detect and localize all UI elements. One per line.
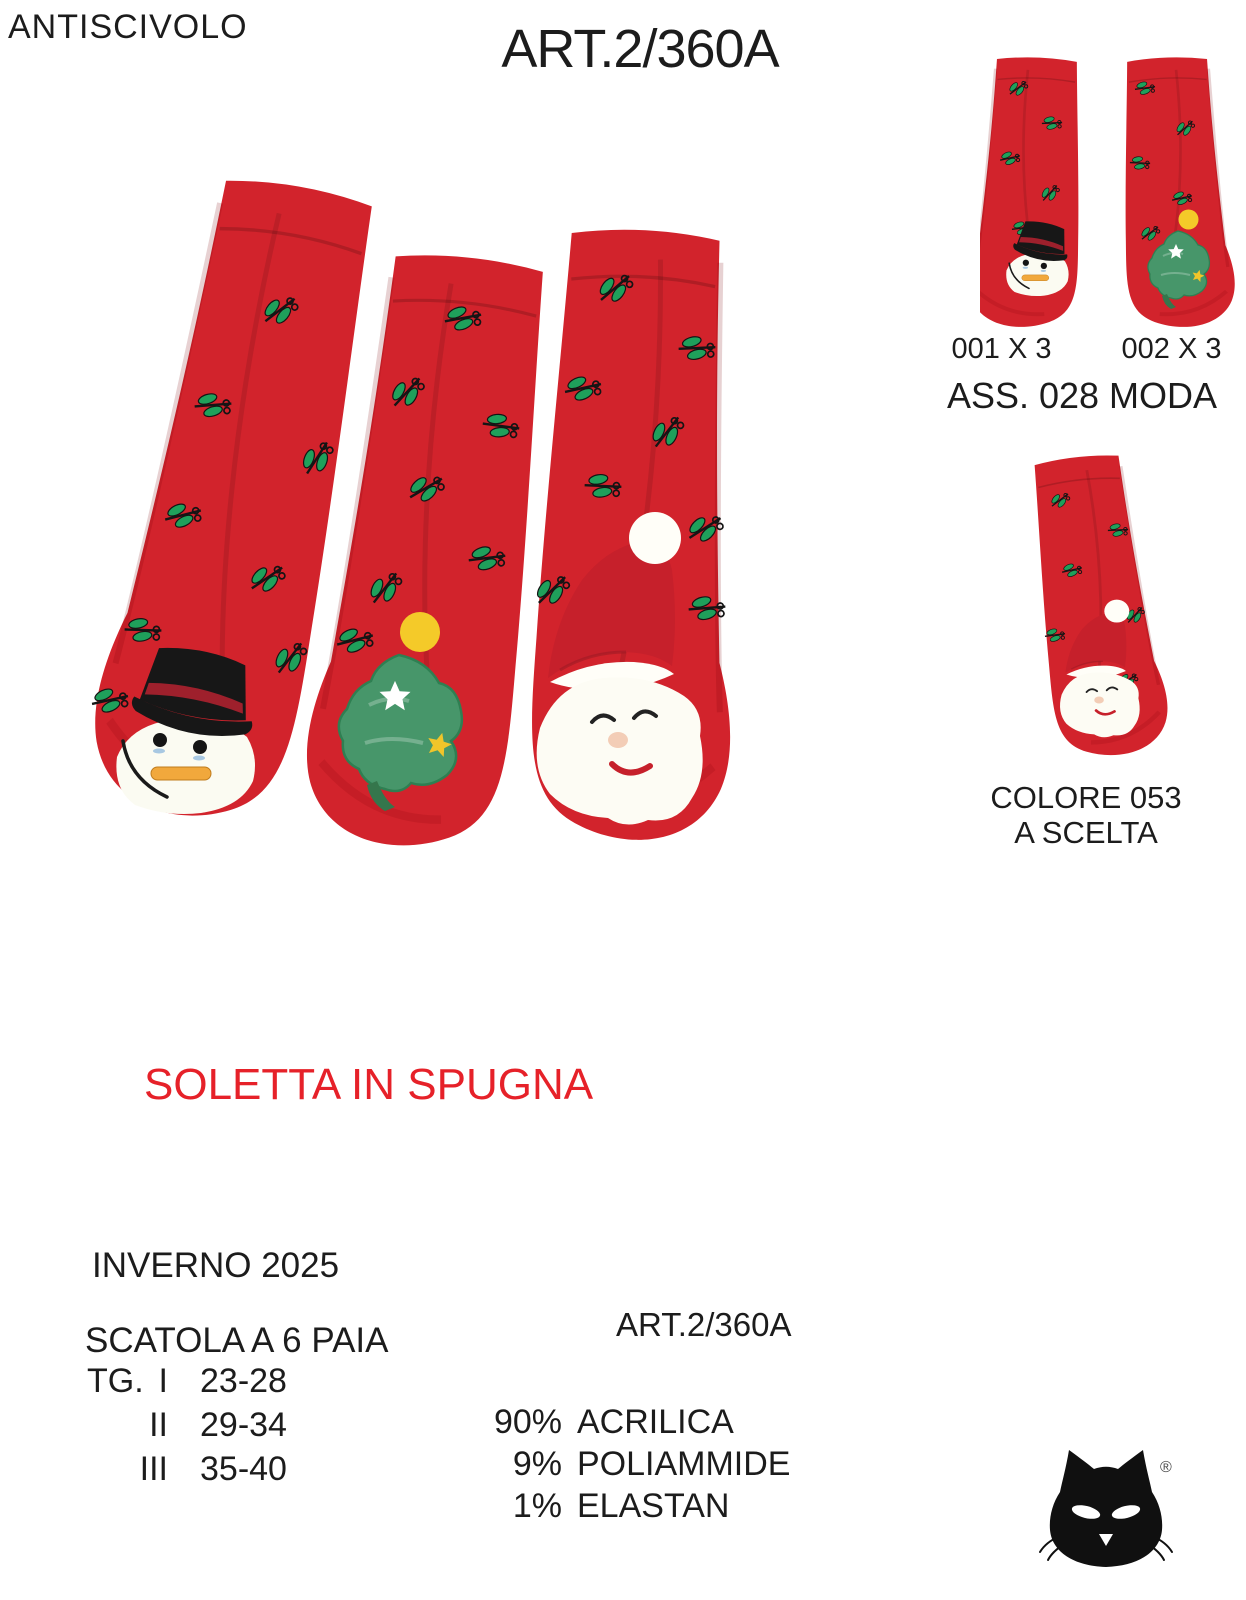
variant-001-label: 001 X 3 (951, 333, 1052, 365)
composition-row (492, 1489, 790, 1531)
composition-row (492, 1405, 790, 1447)
size-table (87, 1364, 287, 1496)
assortment-sock-001 (980, 55, 1085, 328)
size-row (87, 1364, 287, 1408)
article-title: ART.2/360A (501, 19, 779, 79)
sock-santa (525, 226, 755, 845)
size-roman: I (158, 1362, 168, 1400)
composition-material: ELASTAN (577, 1487, 730, 1525)
composition-material: POLIAMMIDE (577, 1445, 791, 1483)
size-roman: II (149, 1406, 168, 1444)
assortment-photo (980, 28, 1235, 338)
size-row (87, 1452, 287, 1496)
registered-mark: ® (1160, 1459, 1172, 1476)
composition-material: ACRILICA (577, 1403, 734, 1441)
variant-002-label: 002 X 3 (1121, 333, 1222, 365)
composition-pct: 90% (493, 1403, 562, 1441)
box-label: SCATOLA A 6 PAIA (85, 1321, 389, 1360)
color-sock-santa (1026, 450, 1173, 761)
size-range: 29-34 (200, 1406, 287, 1444)
sole-feature-note: SOLETTA IN SPUGNA (144, 1060, 594, 1109)
article-code-bottom: ART.2/360A (616, 1306, 792, 1343)
assortment-code-label: ASS. 028 MODA (946, 375, 1218, 416)
main-product-photo (55, 160, 755, 885)
grip-feature-label: ANTISCIVOLO (8, 8, 248, 46)
size-range: 35-40 (200, 1450, 287, 1488)
color-choice-label: A SCELTA (1014, 815, 1158, 850)
size-roman: III (139, 1450, 168, 1488)
size-row (87, 1408, 287, 1452)
brand-cat-logo (1036, 1438, 1186, 1573)
composition-table (492, 1405, 790, 1531)
composition-row (492, 1447, 790, 1489)
color-code-label: COLORE 053 (990, 780, 1182, 815)
assortment-sock-002 (1119, 55, 1235, 328)
black-cat-icon (1040, 1450, 1172, 1567)
size-range: 23-28 (200, 1362, 287, 1400)
composition-pct: 1% (512, 1487, 562, 1525)
season-label: INVERNO 2025 (92, 1246, 340, 1285)
composition-pct: 9% (512, 1445, 562, 1483)
size-table-label: TG. (87, 1362, 144, 1400)
color-option-photo (1000, 430, 1185, 775)
